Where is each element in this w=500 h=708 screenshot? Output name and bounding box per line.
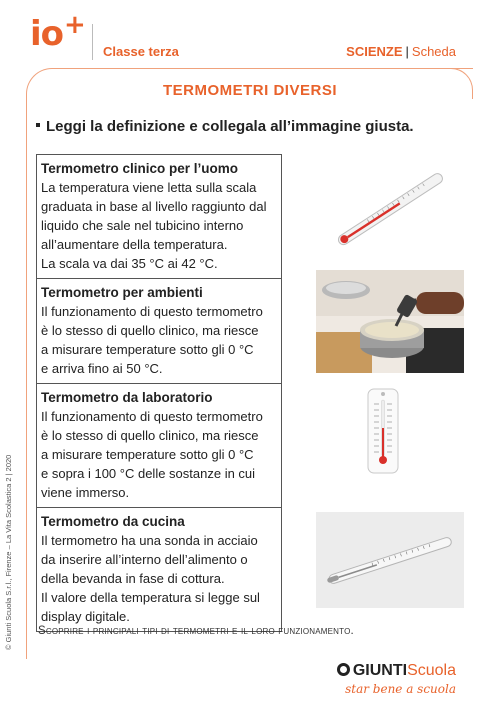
definition-name: Termometro per ambienti	[41, 285, 203, 300]
definition-cell[interactable]	[37, 155, 281, 278]
definition-cell[interactable]	[37, 383, 281, 507]
definition-line: Il termometro ha una sonda in acciaio	[41, 533, 258, 548]
instruction	[36, 118, 414, 135]
definition-line: display digitale.	[41, 609, 130, 624]
definition-name: Termometro clinico per l’uomo	[41, 161, 239, 176]
brand-accent: Scuola	[407, 662, 456, 679]
definition-line: liquido che sale nel tubicino interno	[41, 218, 244, 233]
definition-line: da inserire all’interno dell’alimento o	[41, 552, 248, 567]
footer-note: Scoprire i principali tipi di termometri e il loro funzionamento.	[38, 625, 354, 637]
page-title: TERMOMETRI DIVERSI	[162, 82, 337, 99]
definition-line: all’aumentare della temperatura.	[41, 237, 228, 252]
definition-line: graduata in base al livello raggiunto dal	[41, 199, 267, 214]
definition-line: Il funzionamento di questo termometro	[41, 409, 263, 424]
logo-text: io	[30, 14, 64, 54]
publisher-tagline: star bene a scuola	[345, 682, 456, 696]
subject-separator: |	[405, 44, 409, 59]
definition-line: Il funzionamento di questo termometro	[41, 304, 263, 319]
definition-cell[interactable]	[37, 278, 281, 383]
definition-line: della bevanda in fase di cottura.	[41, 571, 225, 586]
definition-name: Termometro da cucina	[41, 514, 185, 529]
definition-line: Il valore della temperatura si legge sul	[41, 590, 260, 605]
definitions-table	[36, 154, 282, 632]
copyright: © Giunti Scuola S.r.l., Firenze – La Vita Scolastica 2 | 2020	[4, 454, 13, 650]
clinical-thermometer-icon[interactable]	[316, 512, 464, 608]
definition-cell[interactable]	[37, 507, 281, 631]
class-label: Classe terza	[103, 44, 179, 59]
sheet-label: Scheda	[411, 44, 456, 59]
definition-line: a misurare temperature sotto gli 0 °C	[41, 342, 254, 357]
subject-name: SCIENZE	[346, 44, 403, 59]
definition-line: è lo stesso di quello clinico, ma riesce	[41, 323, 259, 338]
definition-line: viene immerso.	[41, 485, 130, 500]
brand-main: GIUNTI	[352, 662, 408, 679]
wall-thermometer-icon[interactable]	[366, 388, 400, 474]
publisher-logo	[337, 662, 456, 680]
definition-name: Termometro da laboratorio	[41, 390, 213, 405]
bullet-icon	[36, 123, 40, 127]
logo	[30, 10, 85, 54]
subject-label	[346, 44, 456, 59]
definition-line: a misurare temperature sotto gli 0 °C	[41, 447, 254, 462]
instruction-text: Leggi la definizione e collegala all’immagine giusta.	[46, 118, 414, 135]
logo-plus: +	[64, 10, 85, 40]
definition-line: è lo stesso di quello clinico, ma riesce	[41, 428, 259, 443]
definition-line: La scala va dai 35 °C ai 42 °C.	[41, 256, 218, 271]
glass-thermometer-red-icon[interactable]	[326, 168, 456, 252]
definition-line: La temperatura viene letta sulla scala	[41, 180, 257, 195]
definition-line: e arriva fino ai 50 °C.	[41, 361, 163, 376]
header-divider	[92, 24, 93, 60]
kitchen-probe-thermometer-photo[interactable]	[316, 270, 464, 373]
definition-line: e sopra i 100 °C delle sostanze in cui	[41, 466, 256, 481]
giunti-g-icon	[337, 663, 350, 676]
